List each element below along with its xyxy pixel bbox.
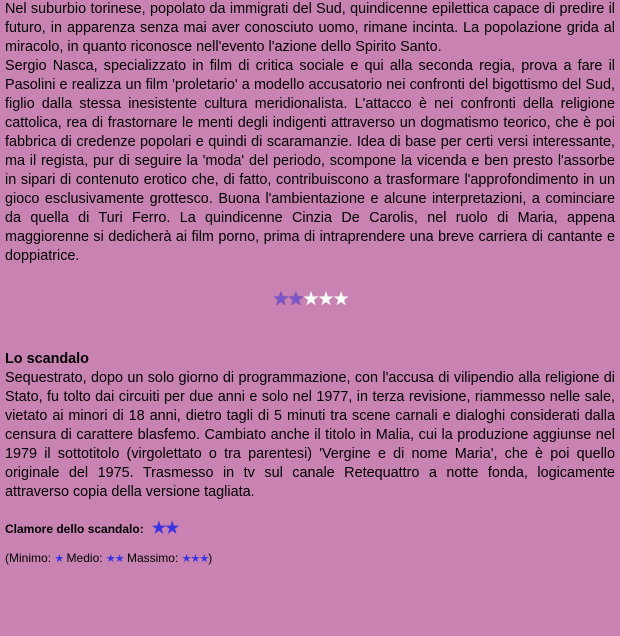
star-empty-icon: ★ xyxy=(302,289,318,310)
legend-massimo-stars-icon: ★★★ xyxy=(181,553,209,565)
scandal-legend xyxy=(5,550,615,567)
star-empty-icon: ★ xyxy=(317,289,333,310)
legend-medio-label: Medio: xyxy=(63,551,106,565)
review-text xyxy=(5,0,615,266)
star-empty-icon: ★ xyxy=(332,289,348,310)
star-filled-icon: ★ xyxy=(272,289,288,310)
scandal-clamor xyxy=(5,521,615,537)
star-filled-icon: ★ xyxy=(287,289,303,310)
scandal-text: Sequestrato, dopo un solo giorno di programmazione, con l'accusa di vilipendio alla religione di Stato, fu tolto dai circuiti per due anni e solo nel 1977, in terza revisione, riammesso nelle sale, vietato ai minori di 18 anni, dietro tagli di 5 minuti tra scene carnali e dialoghi considerati dalla censura di carattere blasfemo. Cambiato anche il titolo in Malia, cui la produzione aggiunse nel 1979 il sottotitolo (virgolettato o tra parentesi) 'Vergine e di nome Maria', che è poi quello originale del 1975. Trasmesso in tv sul canale Retequattro a notte fonda, logicamente attraverso copia della versione tagliata. xyxy=(5,370,615,500)
legend-medio-stars-icon: ★★ xyxy=(105,553,124,565)
legend-massimo-label: Massimo: xyxy=(123,551,182,565)
legend-close: ) xyxy=(208,551,213,565)
star-rating xyxy=(5,289,615,311)
scandal-clamor-stars-icon: ★★ xyxy=(151,520,179,537)
scandal-heading: Lo scandalo xyxy=(5,351,89,367)
scandal-clamor-label: Clamore dello scandalo: xyxy=(5,522,144,536)
legend-min-star-icon: ★ xyxy=(54,553,64,565)
review-paragraph-plot: Nel suburbio torinese, popolato da immigrati del Sud, quindicenne epilettica capace di predire il futuro, in apparenza senza mai aver conosciuto uomo, rimane incinta. La popolazione grida al miracolo, in quanto riconosce nell'evento l'azione dello Spirito Santo. xyxy=(5,1,615,55)
legend-open: (Minimo: xyxy=(5,551,55,565)
review-paragraph-critique: Sergio Nasca, specializzato in film di critica sociale e qui alla seconda regia, prova a fare il Pasolini e realizza un film 'proletario' a modello accusatorio nei confronti del bigottismo del Sud, figlio dalla stessa inesistente cultura meridionalista. L'attacco è nei confronti della religione cattolica, rea di frastornare le menti degli indigenti attraverso un dogmatismo teorico, che è poi fabbrica di credenze popolari e quindi di scaramanzie. Idea di base per certi versi interessante, ma il regista, pur di seguire la 'moda' del periodo, scompone la vicenda e ben presto l'assorbe in sipari di contenuto erotico che, di fatto, contribuiscono a trasformare l'approfondimento in un gioco esclusivamente grottesco. Buona l'ambientazione e alcune interpretazioni, a cominciare da quella di Turi Ferro. La quindicenne Cinzia De Carolis, nel ruolo di Maria, appena maggiorenne si dedicherà ai film porno, prima di intraprendere una breve carriera di cantante e doppiatrice. xyxy=(5,58,615,264)
